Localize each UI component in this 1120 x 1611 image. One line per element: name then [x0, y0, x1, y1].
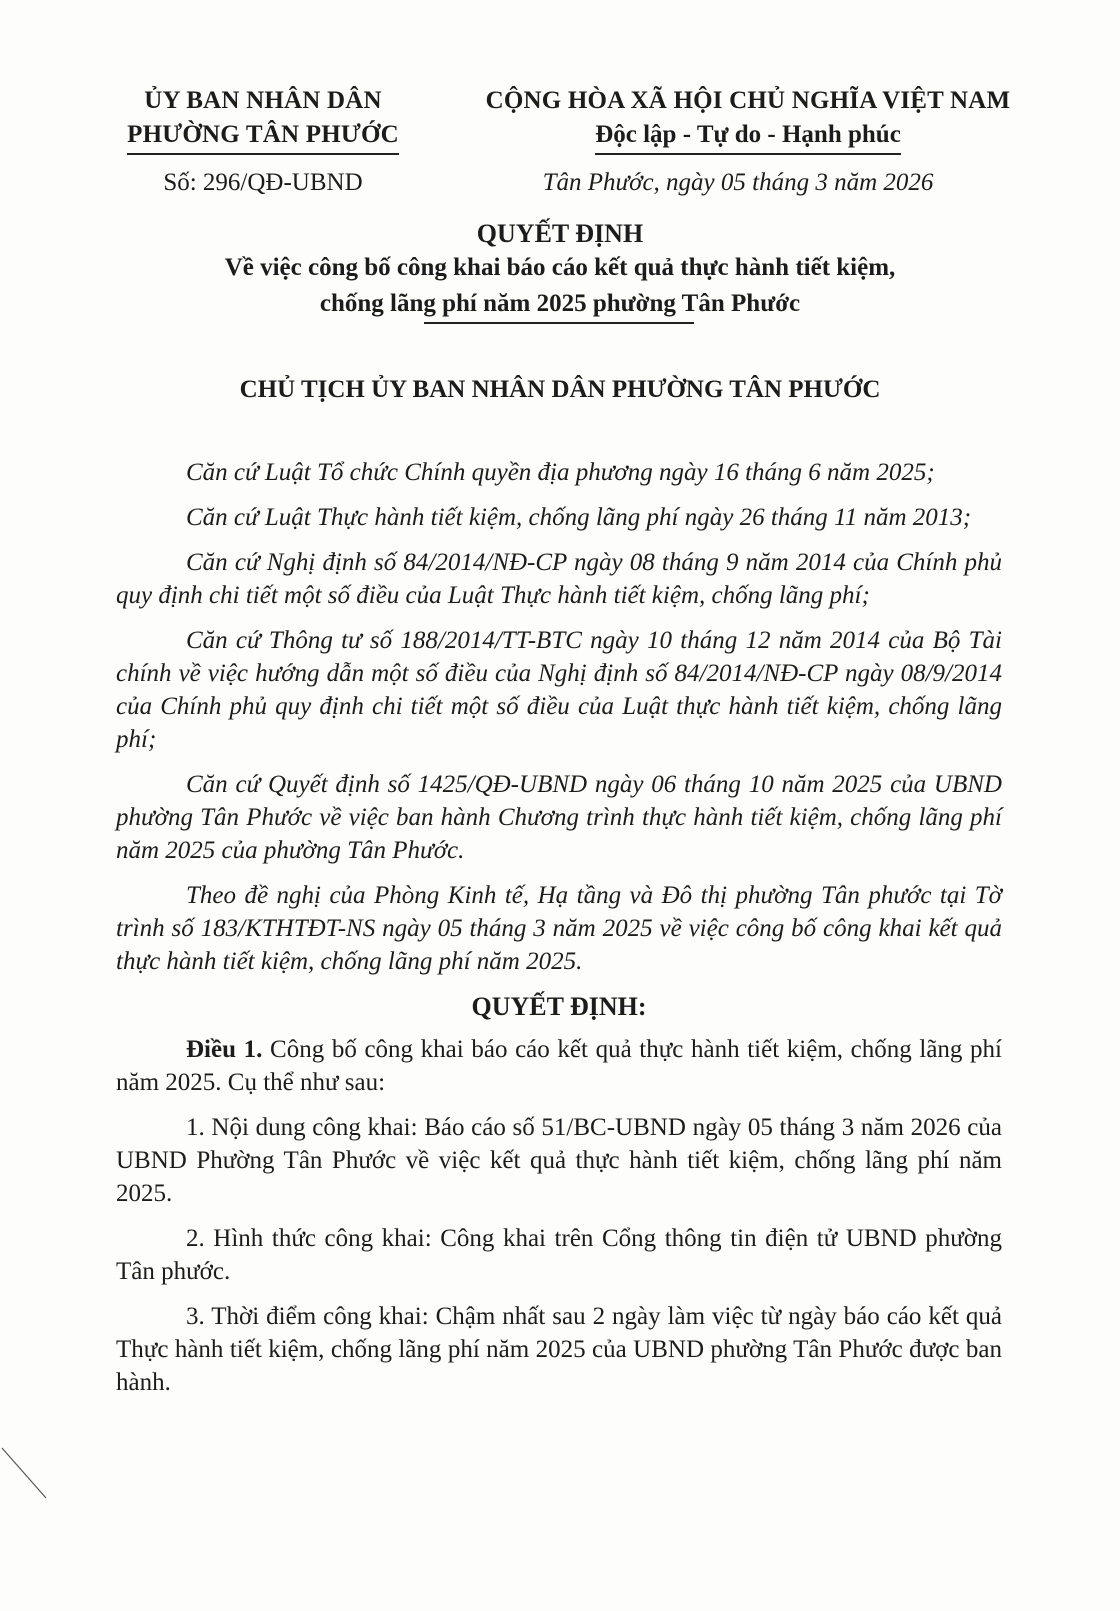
- article-1-item: 3. Thời điểm công khai: Chậm nhất sau 2 ngày làm việc từ ngày báo cáo kết quả Thực hành tiết kiệm, chống lãng phí năm 2025 của UBND phường Tân Phước được ban hành.: [116, 1303, 1002, 1396]
- document-number: Số: 296/QĐ-UBND: [163, 169, 363, 196]
- article-1-item: 1. Nội dung công khai: Báo cáo số 51/BC-UBND ngày 05 tháng 3 năm 2026 của UBND Phường Tân Phước về việc kết quả thực hành tiết kiệm, chống lãng phí năm 2025.: [116, 1114, 1002, 1207]
- article-1: [116, 1033, 1002, 1099]
- article-1-label: Điều 1.: [186, 1036, 263, 1063]
- legal-basis-item: Theo đề nghị của Phòng Kinh tế, Hạ tầng và Đô thị phường Tân phước tại Tờ trình số 183/KTHTĐT-NS ngày 05 tháng 3 năm 2025 về việc công bố công khai kết quả thực hành tiết kiệm, chống lãng phí năm 2025.: [116, 882, 1002, 975]
- place-date: Tân Phước, ngày 05 tháng 3 năm 2026: [542, 169, 934, 196]
- scan-artifact-mark: [0, 1440, 60, 1510]
- article-1-item: 2. Hình thức công khai: Công khai trên Cổng thông tin điện tử UBND phường Tân phước.: [116, 1225, 1002, 1285]
- article-1-text: Công bố công khai báo cáo kết quả thực hành tiết kiệm, chống lãng phí năm 2025. Cụ thể như sau:: [116, 1036, 1003, 1096]
- national-header: [438, 84, 1058, 155]
- document-subject: [100, 250, 1020, 322]
- document-title: QUYẾT ĐỊNH: [476, 219, 644, 248]
- document-body: [116, 456, 1002, 1411]
- agency-line-1: ỦY BAN NHÂN DÂN: [144, 87, 382, 114]
- legal-basis-item: Căn cứ Luật Tổ chức Chính quyền địa phương ngày 16 tháng 6 năm 2025;: [186, 459, 935, 486]
- agency-line-2: PHƯỜNG TÂN PHƯỚC: [127, 118, 399, 155]
- legal-basis-item: Căn cứ Luật Thực hành tiết kiệm, chống lãng phí ngày 26 tháng 11 năm 2013;: [186, 504, 972, 531]
- subject-underline: [424, 322, 694, 324]
- legal-basis-item: Căn cứ Thông tư số 188/2014/TT-BTC ngày 10 tháng 12 năm 2014 của Bộ Tài chính về việc hướng dẫn một số điều của Nghị định số 84/2014/NĐ-CP ngày 08/9/2014 của Chính phủ quy định chi tiết một số điều của Luật thực hành tiết kiệm, chống lãng phí;: [116, 627, 1002, 753]
- subject-line-1: Về việc công bố công khai báo cáo kết quả thực hành tiết kiệm,: [224, 254, 896, 281]
- legal-basis-item: Căn cứ Quyết định số 1425/QĐ-UBND ngày 06 tháng 10 năm 2025 của UBND phường Tân Phước về việc ban hành Chương trình thực hành tiết kiệm, chống lãng phí năm 2025 của phường Tân Phước.: [116, 771, 1002, 864]
- nation-name: CỘNG HÒA XÃ HỘI CHỦ NGHĨA VIỆT NAM: [485, 87, 1011, 114]
- legal-basis-item: Căn cứ Nghị định số 84/2014/NĐ-CP ngày 08 tháng 9 năm 2014 của Chính phủ quy định chi tiết một số điều của Luật Thực hành tiết kiệm, chống lãng phí;: [116, 549, 1002, 609]
- national-motto: Độc lập - Tự do - Hạnh phúc: [595, 118, 901, 155]
- decision-heading: QUYẾT ĐỊNH:: [471, 992, 647, 1021]
- subject-line-2: chống lãng phí năm 2025 phường Tân Phước: [319, 290, 801, 317]
- issuing-authority: CHỦ TỊCH ỦY BAN NHÂN DÂN PHƯỜNG TÂN PHƯỚC: [239, 376, 881, 403]
- issuing-agency: [108, 84, 418, 155]
